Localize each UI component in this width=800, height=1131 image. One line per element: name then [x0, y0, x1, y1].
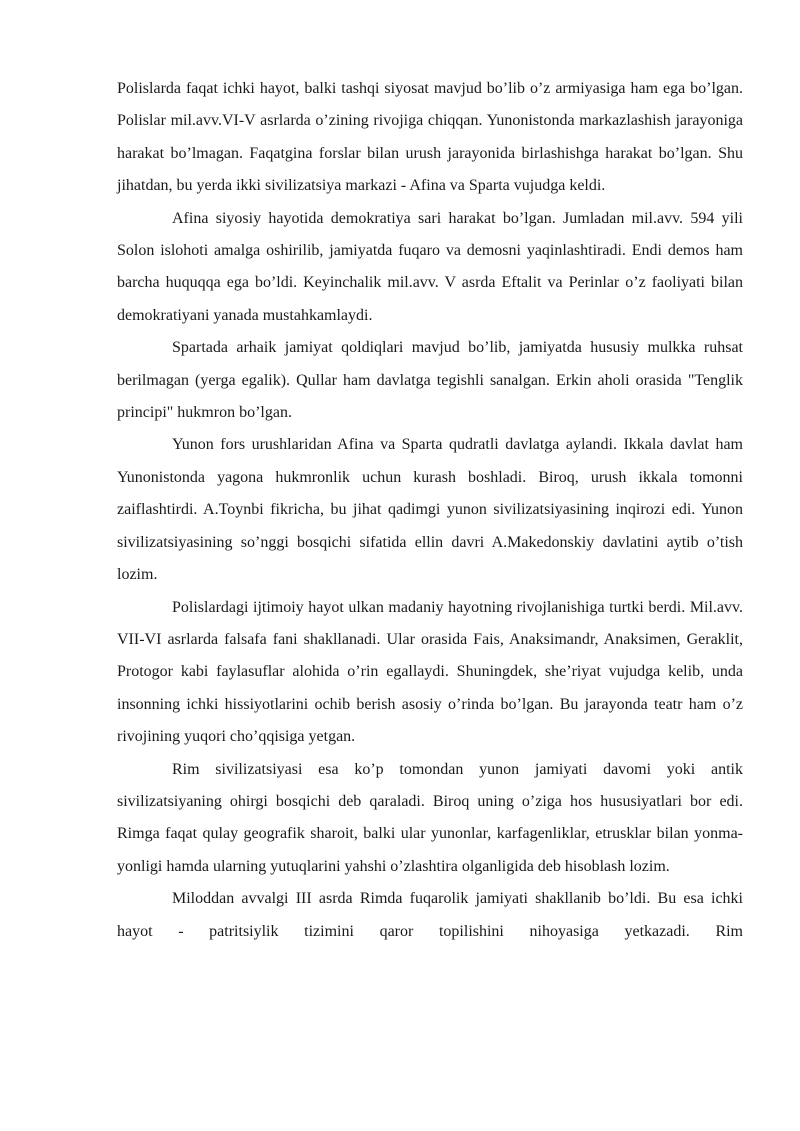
paragraph-3: Spartada arhaik jamiyat qoldiqlari mavjud bo’lib, jamiyatda hususiy mulkka ruhsat berilmagan (yerga egalik). Qullar ham davlatga tegishli sanalgan. Erkin aholi orasida "Tenglik principi" hukmron bo’lgan. — [117, 339, 743, 422]
paragraph-2: Afina siyosiy hayotida demokratiya sari harakat bo’lgan. Jumladan mil.avv. 594 yili Solon islohoti amalga oshirilib, jamiyatda fuqaro va demosni yaqinlashtiradi. Endi demos ham barcha huquqqa ega bo’ldi. Keyinchalik mil.avv. V asrda Eftalit va Perinlar o’z faoliyati bilan demokratiyani yanada mustahkamlaydi. — [117, 209, 743, 324]
paragraph-4: Yunon fors urushlaridan Afina va Sparta qudratli davlatga aylandi. Ikkala davlat ham Yunonistonda yagona hukmronlik uchun kurash boshladi. Biroq, urush ikkala tomonni zaiflashtirdi. A.Toynbi fikricha, bu jihat qadimgi yunon sivilizatsiyasining inqirozi edi. Yunon sivilizatsiyasining so’nggi bosqichi sifatida ellin davri A.Makedonskiy davlatini aytib o’tish lozim. — [117, 436, 743, 584]
paragraph-6: Rim sivilizatsiyasi esa ko’p tomondan yunon jamiyati davomi yoki antik sivilizatsiyaning ohirgi bosqichi deb qaraladi. Biroq uning o’ziga hos hususiyatlari bor edi. Rimga faqat qulay geografik sharoit, balki ular yunonlar, karfagenliklar, etrusklar bilan yonma-yonligi hamda ularning yutuqlarini yahshi o’zlashtira olganligida deb hisoblash lozim. — [117, 760, 743, 875]
paragraph-5: Polislardagi ijtimoiy hayot ulkan madaniy hayotning rivojlanishiga turtki berdi. Mil.avv. VII-VI asrlarda falsafa fani shakllanadi. Ular orasida Fais, Anaksimandr, Anaksimen, Geraklit, Protogor kabi faylasuflar alohida o’rin egallaydi. Shuningdek, she’riyat vujudga kelib, unda insonning ichki hissiyotlarini ochib berish asosiy o’rinda bo’lgan. Bu jarayonda teatr ham o’z rivojining yuqori cho’qqisiga yetgan. — [117, 598, 743, 746]
paragraph-7: Miloddan avvalgi III asrda Rimda fuqarolik jamiyati shakllanib bo’ldi. Bu esa ichki hayot - patritsiylik tizimini qaror topilishini nihoyasiga yetkazadi. Rim — [117, 890, 743, 940]
document-page — [117, 73, 743, 948]
paragraph-1: Polislarda faqat ichki hayot, balki tashqi siyosat mavjud bo’lib o’z armiyasiga ham ega bo’lgan. Polislar mil.avv.VI-V asrlarda o’zining rivojiga chiqqan. Yunonistonda markazlashish jarayoniga harakat bo’lmagan. Faqatgina forslar bilan urush jarayonida birlashishga harakat bo’lgan. Shu jihatdan, bu yerda ikki sivilizatsiya markazi - Afina va Sparta vujudga keldi. — [117, 80, 743, 195]
